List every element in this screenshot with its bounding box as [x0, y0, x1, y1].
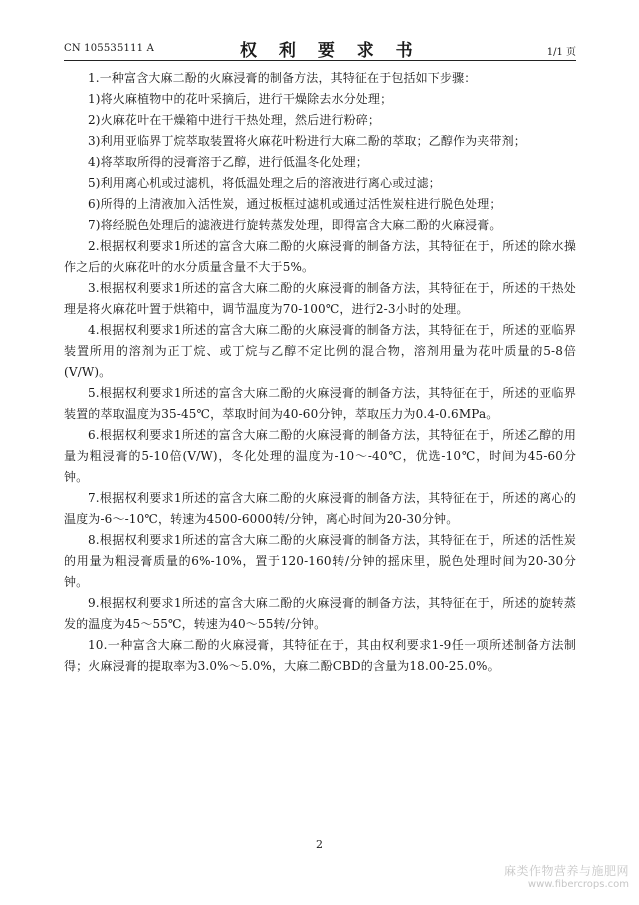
claim-1-intro: 1.一种富含大麻二酚的火麻浸膏的制备方法，其特征在于包括如下步骤： [88, 71, 477, 85]
claim-1-step: 1)将火麻植物中的花叶采摘后，进行干燥除去水分处理； [88, 92, 393, 106]
watermark-text: 麻类作物营养与施肥网 [503, 864, 629, 878]
claim-2: 2.根据权利要求1所述的富含大麻二酚的火麻浸膏的制备方法，其特征在于，所述的除水操作之后的火麻花叶的水分质量含量不大于5%。 [64, 239, 576, 274]
claim-9: 9.根据权利要求1所述的富含大麻二酚的火麻浸膏的制备方法，其特征在于，所述的旋转蒸发的温度为45～55℃，转速为40～55转/分钟。 [64, 596, 576, 631]
claim-4: 4.根据权利要求1所述的富含大麻二酚的火麻浸膏的制备方法，其特征在于，所述的亚临界装置所用的溶剂为正丁烷、或丁烷与乙醇不定比例的混合物，溶剂用量为花叶质量的5-8倍(V/W)。 [64, 323, 576, 379]
claim-7: 7.根据权利要求1所述的富含大麻二酚的火麻浸膏的制备方法，其特征在于，所述的离心的温度为-6～-10℃，转速为4500-6000转/分钟，离心时间为20-30分钟。 [64, 491, 576, 526]
document-number: CN 105535111 A [64, 43, 155, 54]
watermark [504, 864, 629, 892]
claim-10: 10.一种富含大麻二酚的火麻浸膏，其特征在于，其由权利要求1-9任一项所述制备方法制得；火麻浸膏的提取率为3.0%～5.0%，大麻二酚CBD的含量为18.00-25.0%。 [64, 638, 576, 673]
claims-body [64, 68, 576, 677]
claim-8: 8.根据权利要求1所述的富含大麻二酚的火麻浸膏的制备方法，其特征在于，所述的活性炭的用量为粗浸膏质量的6%-10%，置于120-160转/分钟的摇床里，脱色处理时间为20-30分钟。 [64, 533, 576, 589]
claim-1-step: 4)将萃取所得的浸膏溶于乙醇，进行低温冬化处理； [88, 155, 368, 169]
claim-1-step: 6)所得的上清液加入活性炭，通过板框过滤机或通过活性炭柱进行脱色处理； [88, 197, 502, 211]
page-count: 1/1 页 [546, 47, 576, 58]
page-header [64, 36, 576, 61]
claim-1-step: 7)将经脱色处理后的滤液进行旋转蒸发处理，即得富含大麻二酚的火麻浸膏。 [88, 218, 502, 232]
claim-5: 5.根据权利要求1所述的富含大麻二酚的火麻浸膏的制备方法，其特征在于，所述的亚临界装置的萃取温度为35-45℃，萃取时间为40-60分钟，萃取压力为0.4-0.6MPa。 [64, 386, 576, 421]
document-title: 权 利 要 求 书 [240, 41, 421, 61]
header-divider [64, 60, 576, 61]
claim-1-step: 5)利用离心机或过滤机，将低温处理之后的溶液进行离心或过滤； [88, 176, 441, 190]
claim-6: 6.根据权利要求1所述的富含大麻二酚的火麻浸膏的制备方法，其特征在于，所述乙醇的用量为粗浸膏的5-10倍(V/W)，冬化处理的温度为-10～-40℃，优选-10℃，时间为45-60分钟。 [64, 428, 576, 484]
claim-1-step: 3)利用亚临界丁烷萃取装置将火麻花叶粉进行大麻二酚的萃取；乙醇作为夹带剂； [88, 134, 526, 148]
claim-1-step: 2)火麻花叶在干燥箱中进行干热处理，然后进行粉碎； [88, 113, 381, 127]
page-number: 2 [316, 838, 323, 851]
claim-3: 3.根据权利要求1所述的富含大麻二酚的火麻浸膏的制备方法，其特征在于，所述的干热处理是将火麻花叶置于烘箱中，调节温度为70-100℃，进行2-3小时的处理。 [64, 281, 576, 316]
watermark-url: www.fibercrops.com [527, 879, 629, 890]
